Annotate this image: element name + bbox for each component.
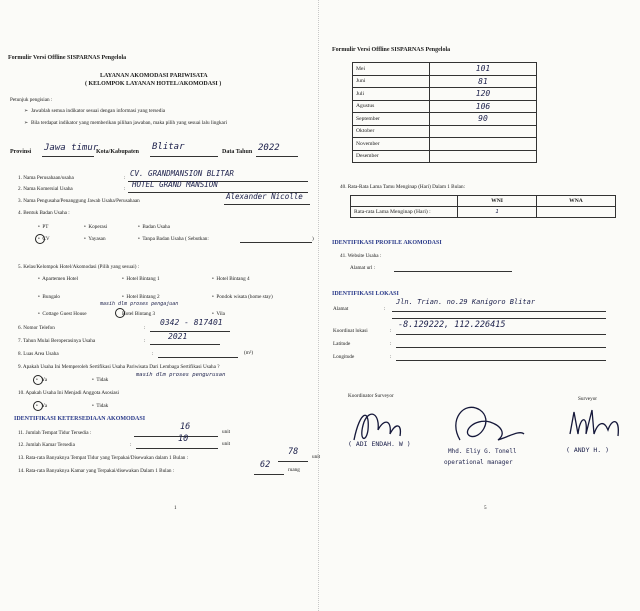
right-page-number: 5 <box>484 505 487 511</box>
alamat-colon: : <box>384 306 386 312</box>
alamat-url-line <box>394 271 512 272</box>
q7-value: 2021 <box>168 332 188 341</box>
opt-bungalo: • Bungalo <box>38 294 61 300</box>
alamat-line-1 <box>392 311 606 312</box>
q3-line <box>224 204 310 205</box>
opt-badan-usaha-text: Badan Usaha <box>142 224 170 230</box>
opt-yayasan-text: Yayasan <box>88 236 106 242</box>
month-row <box>353 125 537 138</box>
month-value: 106 <box>430 100 537 113</box>
q8-unit: (m²) <box>244 350 254 356</box>
provinsi-line <box>42 156 94 157</box>
monthly-occupancy-table <box>352 62 537 163</box>
stay-wna-value <box>537 207 616 218</box>
alamat-url-label: Alamat url : <box>350 265 376 271</box>
q12-line <box>136 448 218 449</box>
opt-yayasan: • Yayasan <box>84 236 106 242</box>
opt-tanpa-text: Tanpa Badan Usaha ( Sebutkan: <box>142 236 209 242</box>
instructions-label: Petunjuk pengisian : <box>10 97 53 103</box>
q9-tidak: • Tidak <box>92 377 109 383</box>
month-name: Mei <box>353 63 430 76</box>
stay-row-label: Rata-rata Lama Menginap (Hari) : <box>351 207 458 218</box>
q14-value: 62 <box>260 460 271 470</box>
month-row <box>353 138 537 151</box>
longitude-label: Longitude <box>333 354 355 360</box>
q13-label: 13. Rata-rata Banyaknya Tempat Tidur yang Terpakai/Disewakan dalam 1 Bulan : <box>18 455 189 461</box>
latitude-label: Latitude <box>333 341 351 347</box>
q14-label: 14. Rata-rata Banyaknya Kamar yang Terpakai/disewakan Dalam 1 Bulan : <box>18 468 175 474</box>
q10-ya: • Ya <box>36 403 48 409</box>
title-line-1: LAYANAN AKOMODASI PARIWISATA <box>100 73 208 79</box>
q4-label: 4. Bentuk Badan Usaha : <box>18 210 70 216</box>
month-name: Desember <box>353 150 430 163</box>
left-page-number: 1 <box>174 505 177 511</box>
q41-label: 41. Website Usaha : <box>340 253 382 259</box>
tanpa-close: ) <box>312 236 314 242</box>
surveyor-name: ( ANDY H. ) <box>566 446 610 454</box>
q12-label: 12. Jumlah Kamar Tersedia <box>18 442 75 448</box>
q2-label: 2. Nama Komersial Usaha <box>18 186 73 192</box>
kota-value: Blitar <box>152 142 185 152</box>
surveyor-signature <box>560 404 630 449</box>
opt-pondok: • Pondok wisata (home stay) <box>212 294 273 300</box>
q13-value: 78 <box>288 447 299 457</box>
koordinat-line <box>396 334 606 335</box>
surveyor-label: Surveyor <box>578 396 598 402</box>
longitude-line <box>396 360 606 361</box>
opt-cottage: • Cottage Guest House <box>38 311 87 317</box>
month-value: 90 <box>430 113 537 126</box>
stay-wni-value: 1 <box>458 207 537 218</box>
q14-line <box>254 474 284 475</box>
opt-tanpa: • Tanpa Badan Usaha ( Sebutkan: <box>138 236 209 242</box>
q8-colon: : <box>152 351 154 357</box>
month-value <box>430 125 537 138</box>
manager-signature <box>440 400 530 455</box>
opt-koperasi: • Koperasi <box>84 224 108 230</box>
q13-line <box>278 461 308 462</box>
q6-line <box>150 331 230 332</box>
opt-bintang4-text: Hotel Bintang 4 <box>216 276 250 282</box>
q5-label: 5. Kelas/Kelompok Hotel/Akomodasi (Pilih yang sesuai) : <box>18 264 140 270</box>
koordinator-label: Koordinator Surveyor <box>348 393 394 399</box>
month-row <box>353 75 537 88</box>
col-wni: WNI <box>458 196 537 207</box>
month-name: September <box>353 113 430 126</box>
month-row <box>353 100 537 113</box>
opt-bintang2: • Hotel Bintang 2 <box>122 294 160 300</box>
alamat-value: Jln. Trian. no.29 Kanigoro Blitar <box>396 298 536 306</box>
q10-tidak-text: Tidak <box>96 403 109 409</box>
opt-pt: • PT <box>38 224 49 230</box>
opt-cv: • CV <box>38 236 50 242</box>
month-value: 120 <box>430 88 537 101</box>
q10-label: 10. Apakah Usaha Ini Menjadi Anggota Asosiasi <box>18 390 119 396</box>
q9-handwritten-note: masih dlm proses pengurusan <box>136 372 226 378</box>
alamat-label: Alamat <box>333 306 349 312</box>
form-header-left: Formulir Versi Offline SISPARNAS Pengelola <box>8 55 127 61</box>
opt-apartemen: • Apartemen Hotel <box>38 276 78 282</box>
q12-unit: unit <box>222 441 231 447</box>
opt-bintang1-text: Hotel Bintang 1 <box>126 276 160 282</box>
koordinat-label: Koordinat lokasi <box>333 328 368 334</box>
q2-colon: : <box>124 186 126 192</box>
tahun-label: Data Tahun <box>222 149 253 155</box>
opt-bungalo-text: Bungalo <box>42 294 61 300</box>
month-name: November <box>353 138 430 151</box>
stay-header-blank <box>351 196 458 207</box>
month-row <box>353 113 537 126</box>
kota-line <box>150 156 218 157</box>
latitude-colon: : <box>390 341 392 347</box>
title-line-2: ( KELOMPOK LAYANAN HOTEL/AKOMODASI ) <box>85 81 222 87</box>
alamat-line-2 <box>392 318 606 319</box>
q10-tidak: • Tidak <box>92 403 109 409</box>
section-lokasi: IDENTIFIKASI LOKASI <box>332 291 399 297</box>
tanpa-line <box>240 242 312 243</box>
longitude-colon: : <box>390 354 392 360</box>
koordinat-colon: : <box>390 328 392 334</box>
opt-cv-text: CV <box>42 236 50 242</box>
q11-unit: unit <box>222 429 231 435</box>
q11-label: 11. Jumlah Tempat Tidur Tersedia : <box>18 430 92 436</box>
instruction-2: ➢ Bila terdapat indikator yang memberikan pilihan jawaban, maka pilih yang sesuai lalu lingkari <box>24 120 228 126</box>
q13-unit: unit <box>312 454 321 460</box>
q7-colon: : <box>144 338 146 344</box>
instruction-1: ➢ Jawablah semua indikator sesuai dengan informasi yang tersedia <box>24 108 166 114</box>
opt-pondok-text: Pondok wisata (home stay) <box>216 294 273 300</box>
instruction-1-text: Jawablah semua indikator sesuai dengan informasi yang tersedia <box>30 108 166 114</box>
month-row <box>353 63 537 76</box>
month-name: Juli <box>353 88 430 101</box>
q8-line <box>158 357 238 358</box>
q1-label: 1. Nama Perusahaan/usaha <box>18 175 74 181</box>
q6-value: 0342 - 817401 <box>160 318 223 327</box>
q9-tidak-text: Tidak <box>96 377 109 383</box>
q12-value: 10 <box>178 434 189 444</box>
month-name: Juni <box>353 75 430 88</box>
opt-vila-text: Vila <box>216 311 225 317</box>
q9-ya-text: Ya <box>41 377 48 383</box>
q6-colon: : <box>144 325 146 331</box>
month-value: 81 <box>430 75 537 88</box>
kota-label: Kota/Kabupaten <box>96 149 140 155</box>
length-of-stay-table <box>350 195 616 218</box>
month-value <box>430 138 537 151</box>
opt-bintang3-text: Hotel Bintang 3 <box>122 311 156 317</box>
q3-label: 3. Nama Pengusaha/Penanggung Jawab Usaha/Perusahaan <box>18 198 140 204</box>
q11-value: 16 <box>180 422 191 432</box>
section-ketersediaan: IDENTIFIKASI KETERSEDIAAN AKOMODASI <box>14 416 146 422</box>
q2-value: HOTEL GRAND MANSION <box>132 180 218 189</box>
q1-value: CV. GRANDMANSION BLITAR <box>130 169 234 178</box>
tahun-value: 2022 <box>258 143 280 153</box>
q1-colon: : <box>124 175 126 181</box>
koordinat-value: -8.129222, 112.226415 <box>398 320 506 330</box>
form-header-right: Formulir Versi Offline SISPARNAS Pengelola <box>332 47 451 53</box>
manager-title: operational manager <box>444 459 513 466</box>
q11-line <box>134 436 218 437</box>
latitude-line <box>396 347 606 348</box>
month-name: Oktober <box>353 125 430 138</box>
section-profile: IDENTIFIKASI PROFILE AKOMODASI <box>332 240 442 246</box>
opt-bintang2-text: Hotel Bintang 2 <box>126 294 160 300</box>
koordinator-name: ( ADI ENDAH. W ) <box>348 440 411 448</box>
q3-value: Alexander Nicolle <box>226 192 303 201</box>
q40-label: 40. Rata-Rata Lama Tamu Menginap (Hari) Dalam 1 Bulan: <box>340 184 466 190</box>
q14-unit: ruang <box>288 467 300 473</box>
opt-cottage-text: Cottage Guest House <box>42 311 87 317</box>
opt-apartemen-text: Apartemen Hotel <box>42 276 78 282</box>
opt-pt-text: PT <box>42 224 49 230</box>
q5-handwritten-note: masih dlm proses pengajuan <box>100 301 179 307</box>
q7-label: 7. Tahun Mulai Beroperasinya Usaha <box>18 338 96 344</box>
month-value <box>430 150 537 163</box>
col-wna: WNA <box>537 196 616 207</box>
opt-bintang1: • Hotel Bintang 1 <box>122 276 160 282</box>
opt-vila: • Vila <box>212 311 225 317</box>
q9-ya: • Ya <box>36 377 48 383</box>
month-name: Agustus <box>353 100 430 113</box>
instruction-2-text: Bila terdapat indikator yang memberikan pilihan jawaban, maka pilih yang sesuai lalu lingkari <box>30 120 228 126</box>
provinsi-label: Provinsi <box>10 149 32 155</box>
month-row <box>353 88 537 101</box>
opt-koperasi-text: Koperasi <box>88 224 108 230</box>
provinsi-value: Jawa timur <box>44 143 99 153</box>
q8-label: 8. Luas Area Usaha <box>18 351 59 357</box>
opt-badan-usaha: • Badan Usaha <box>138 224 170 230</box>
q6-label: 6. Nomor Telefon <box>18 325 55 331</box>
opt-bintang4: • Hotel Bintang 4 <box>212 276 250 282</box>
q10-ya-text: Ya <box>41 403 48 409</box>
tahun-line <box>256 156 298 157</box>
q7-line <box>150 344 220 345</box>
month-row <box>353 150 537 163</box>
manager-name: Mhd. Eliy G. Tonell <box>448 448 517 455</box>
q12-colon: : <box>130 442 132 448</box>
opt-bintang3 <box>122 311 155 317</box>
page-fold <box>318 0 320 611</box>
q9-label: 9. Apakah Usaha Ini Memperoleh Sertifikasi Usaha Pariwisata Dari Lembaga Sertifikasi Usaha ? <box>18 364 220 370</box>
month-value: 101 <box>430 63 537 76</box>
